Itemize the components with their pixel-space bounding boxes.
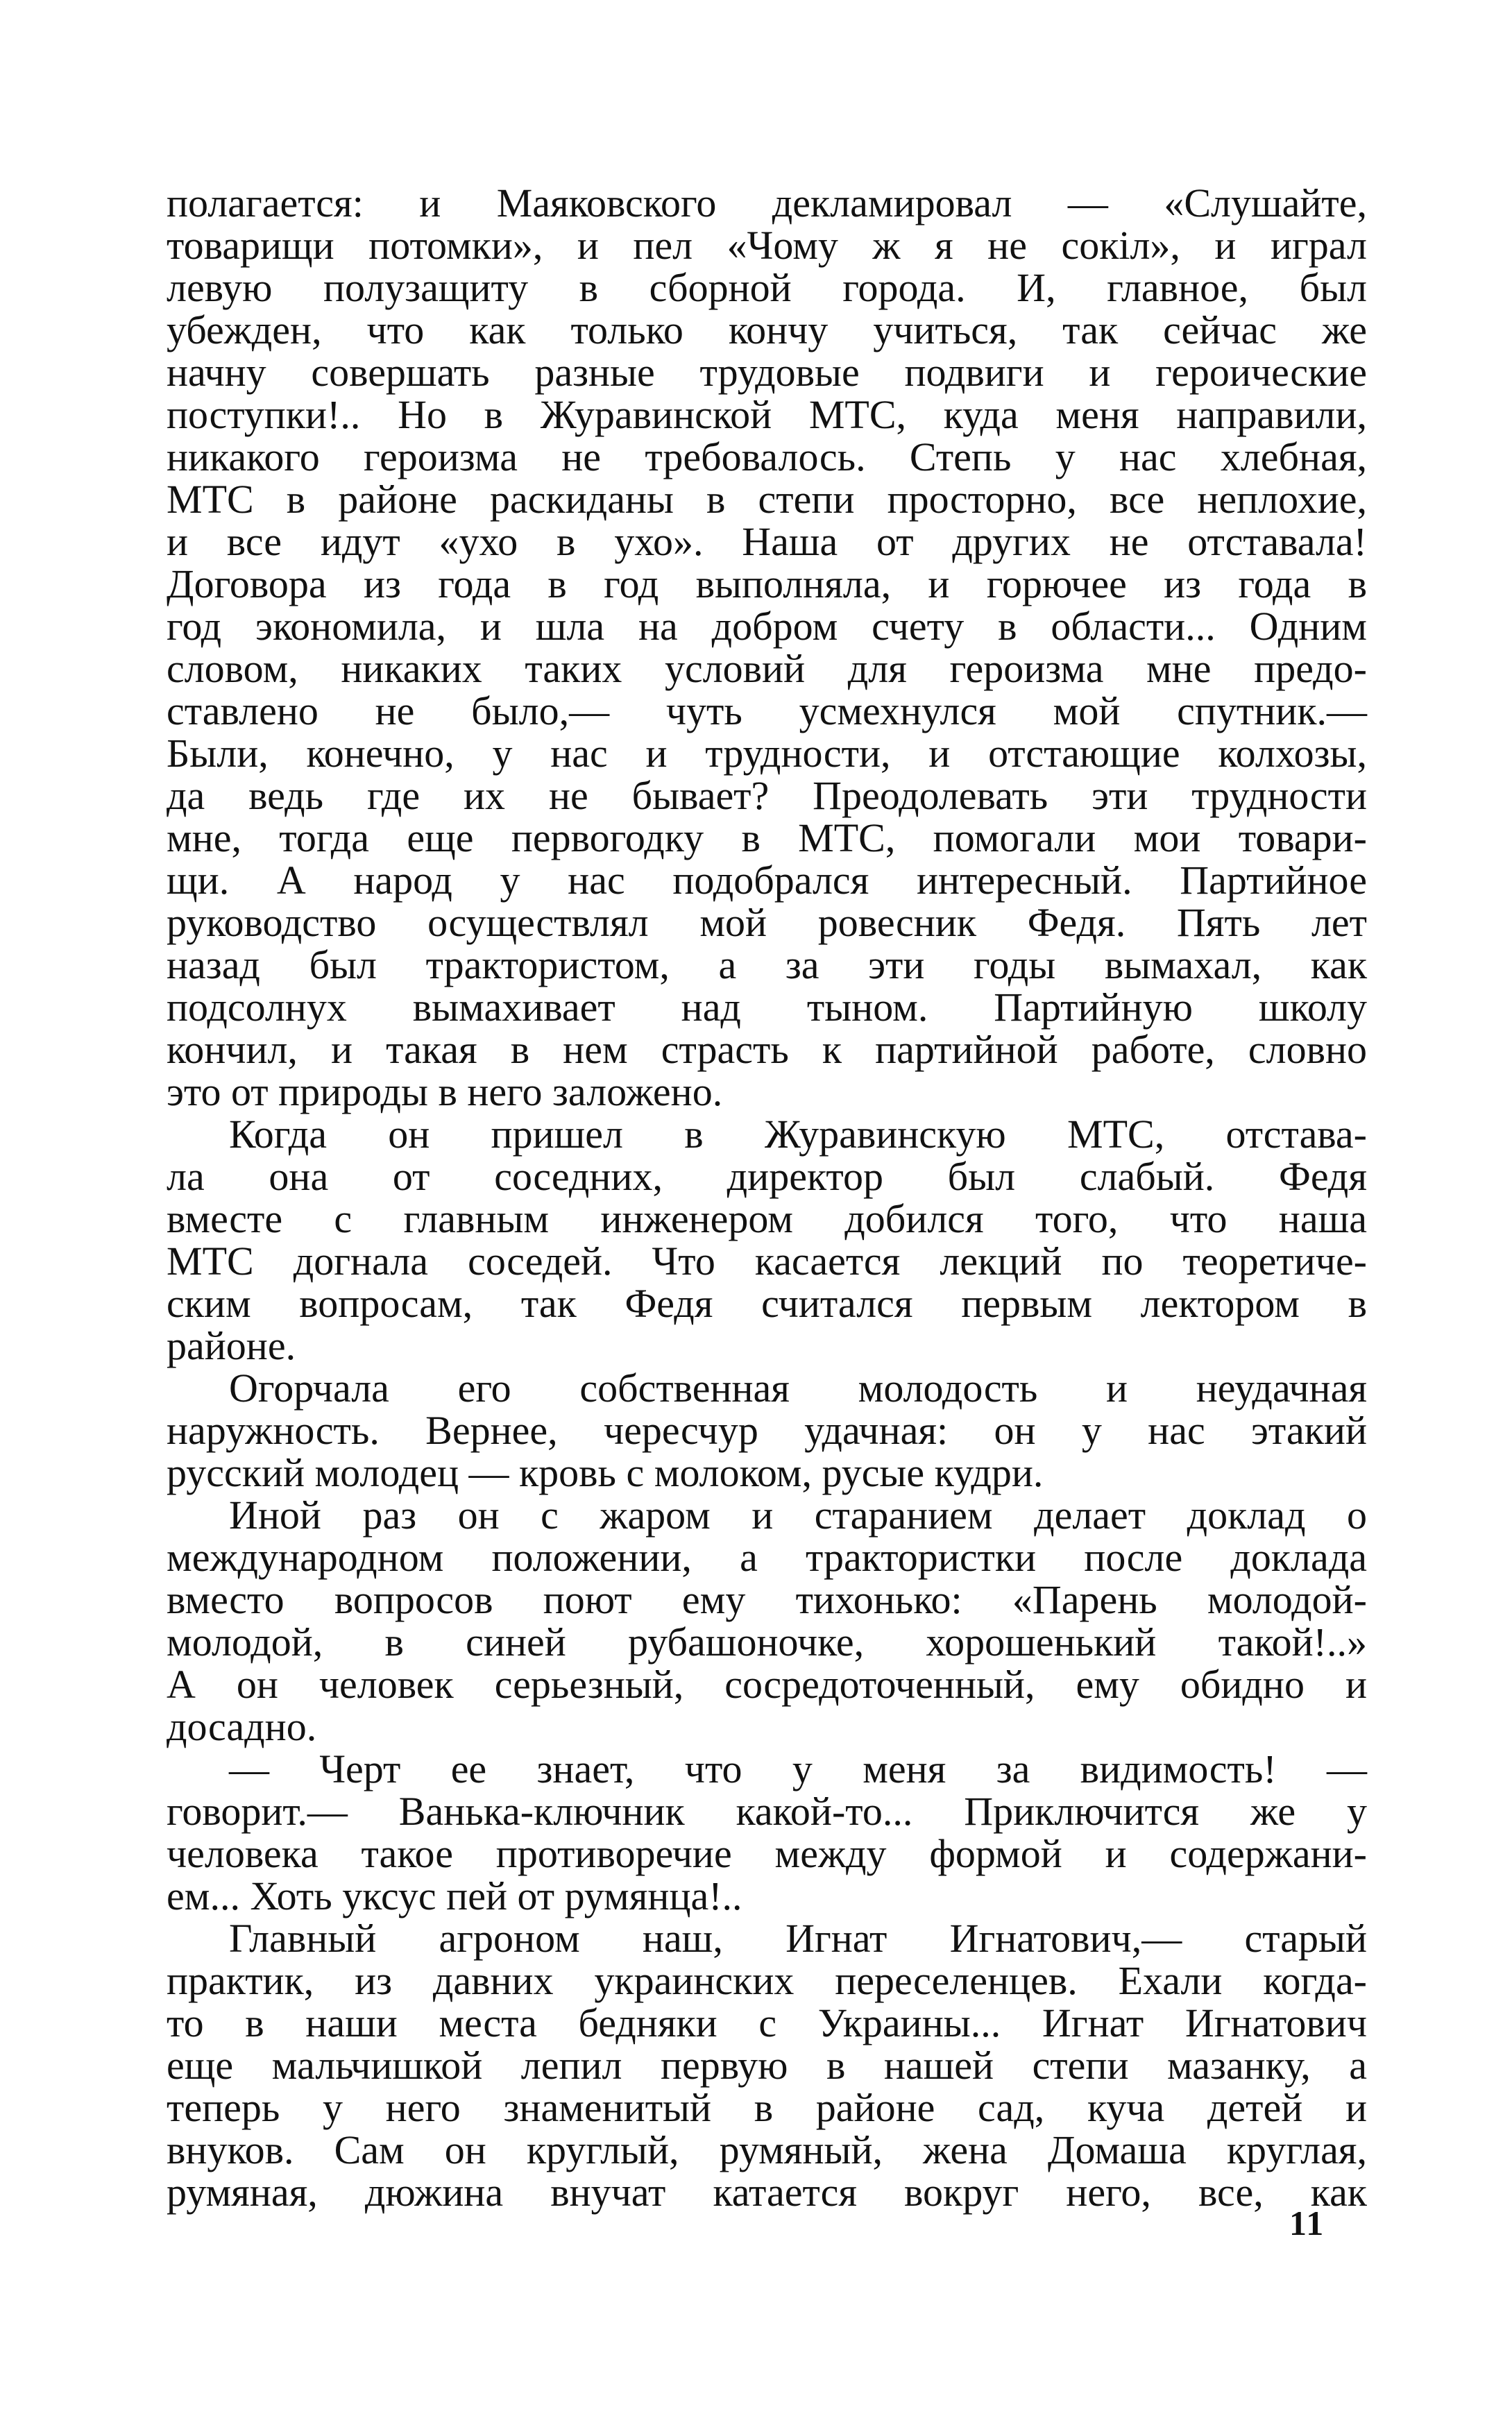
page-number: 11 [1289,2204,1325,2242]
text-line: кончил, и такая в нем страсть к партийной работе, словно [167,1027,1367,1072]
text-line: международном положении, а трактористки после доклада [167,1535,1367,1580]
paragraph-3 [167,1367,1367,1494]
text-line: ем... Хоть уксус пей от румянца!.. [167,1873,742,1918]
text-line: убежден, что как только кончу учиться, так сейчас же [167,307,1367,352]
paragraph-6 [167,1917,1367,2213]
text-line: районе. [167,1323,296,1368]
text-line: начну совершать разные трудовые подвиги и героические [167,350,1367,395]
text-line: то в наши места бедняки с Украины... Игнат Игнатович [167,2000,1367,2045]
text-line: левую полузащиту в сборной города. И, главное, был [167,265,1367,310]
text-line: это от природы в него заложено. [167,1069,723,1114]
paragraph-2 [167,1113,1367,1367]
text-line: МТС догнала соседей. Что касается лекций по теоретиче- [167,1239,1367,1284]
text-line: Иной раз он с жаром и старанием делает доклад о [229,1492,1367,1538]
paragraph-5 [167,1748,1367,1917]
text-line: Договора из года в год выполняла, и горючее из года в [167,561,1367,606]
text-line: румяная, дюжина внучат катается вокруг него, все, как [167,2170,1367,2215]
text-line: еще мальчишкой лепил первую в нашей степи мазанку, а [167,2043,1367,2088]
book-page [167,182,1367,2263]
text-line: Когда он пришел в Журавинскую МТС, отстава- [229,1112,1367,1157]
text-line: МТС в районе раскиданы в степи просторно, все неплохие, [167,477,1367,522]
text-line: человека такое противоречие между формой и содержани- [167,1831,1367,1876]
text-line: Огорчала его собственная молодость и неудачная [229,1365,1367,1411]
text-line: теперь у него знаменитый в районе сад, куча детей и [167,2085,1367,2130]
text-line: вместо вопросов поют ему тихонько: «Парень молодой- [167,1577,1367,1622]
text-line: говорит.— Ванька-ключник какой-то... Приключится же у [167,1789,1367,1834]
text-line: словом, никаких таких условий для героизма мне предо- [167,646,1367,691]
text-line: внуков. Сам он круглый, румяный, жена Домаша круглая, [167,2127,1367,2172]
text-line: год экономила, и шла на добром счету в области... Одним [167,604,1367,649]
text-line: Главный агроном наш, Игнат Игнатович,— старый [229,1916,1367,1961]
text-line: практик, из давних украинских переселенцев. Ехали когда- [167,1958,1367,2003]
text-line: ским вопросам, так Федя считался первым лектором в [167,1281,1367,1326]
text-line: молодой, в синей рубашоночке, хорошенький такой!..» [167,1619,1367,1665]
paragraph-4 [167,1494,1367,1748]
text-line: подсолнух вымахивает над тыном. Партийную школу [167,985,1367,1030]
text-line: полагается: и Маяковского декламировал — «Слушайте, [167,180,1367,225]
text-line: ла она от соседних, директор был слабый. Федя [167,1154,1367,1199]
text-line: поступки!.. Но в Журавинской МТС, куда меня направили, [167,392,1367,437]
text-line: А он человек серьезный, сосредоточенный, ему обидно и [167,1662,1367,1707]
paragraph-1 [167,182,1367,1113]
text-line: назад был трактористом, а за эти годы вымахал, как [167,942,1367,987]
text-line: вместе с главным инженером добился того, что наша [167,1196,1367,1241]
text-line: и все идут «ухо в ухо». Наша от других не отставала! [167,519,1367,564]
text-line: русский молодец — кровь с молоком, русые кудри. [167,1450,1044,1495]
text-line: Были, конечно, у нас и трудности, и отстающие колхозы, [167,731,1367,776]
text-line: ставлено не было,— чуть усмехнулся мой спутник.— [167,688,1367,733]
text-line: наружность. Вернее, чересчур удачная: он у нас этакий [167,1408,1367,1453]
text-line: досадно. [167,1704,317,1749]
text-line: да ведь где их не бывает? Преодолевать эти трудности [167,773,1367,818]
text-line: руководство осуществлял мой ровесник Федя. Пять лет [167,900,1367,945]
text-line: товарищи потомки», и пел «Чому ж я не сокіл», и играл [167,223,1367,268]
text-line: мне, тогда еще первогодку в МТС, помогали мои товари- [167,815,1367,860]
text-line: никакого героизма не требовалось. Степь у нас хлебная, [167,434,1367,479]
text-line: — Черт ее знает, что у меня за видимость! — [229,1746,1367,1792]
text-line: щи. А народ у нас подобрался интересный. Партийное [167,858,1367,903]
